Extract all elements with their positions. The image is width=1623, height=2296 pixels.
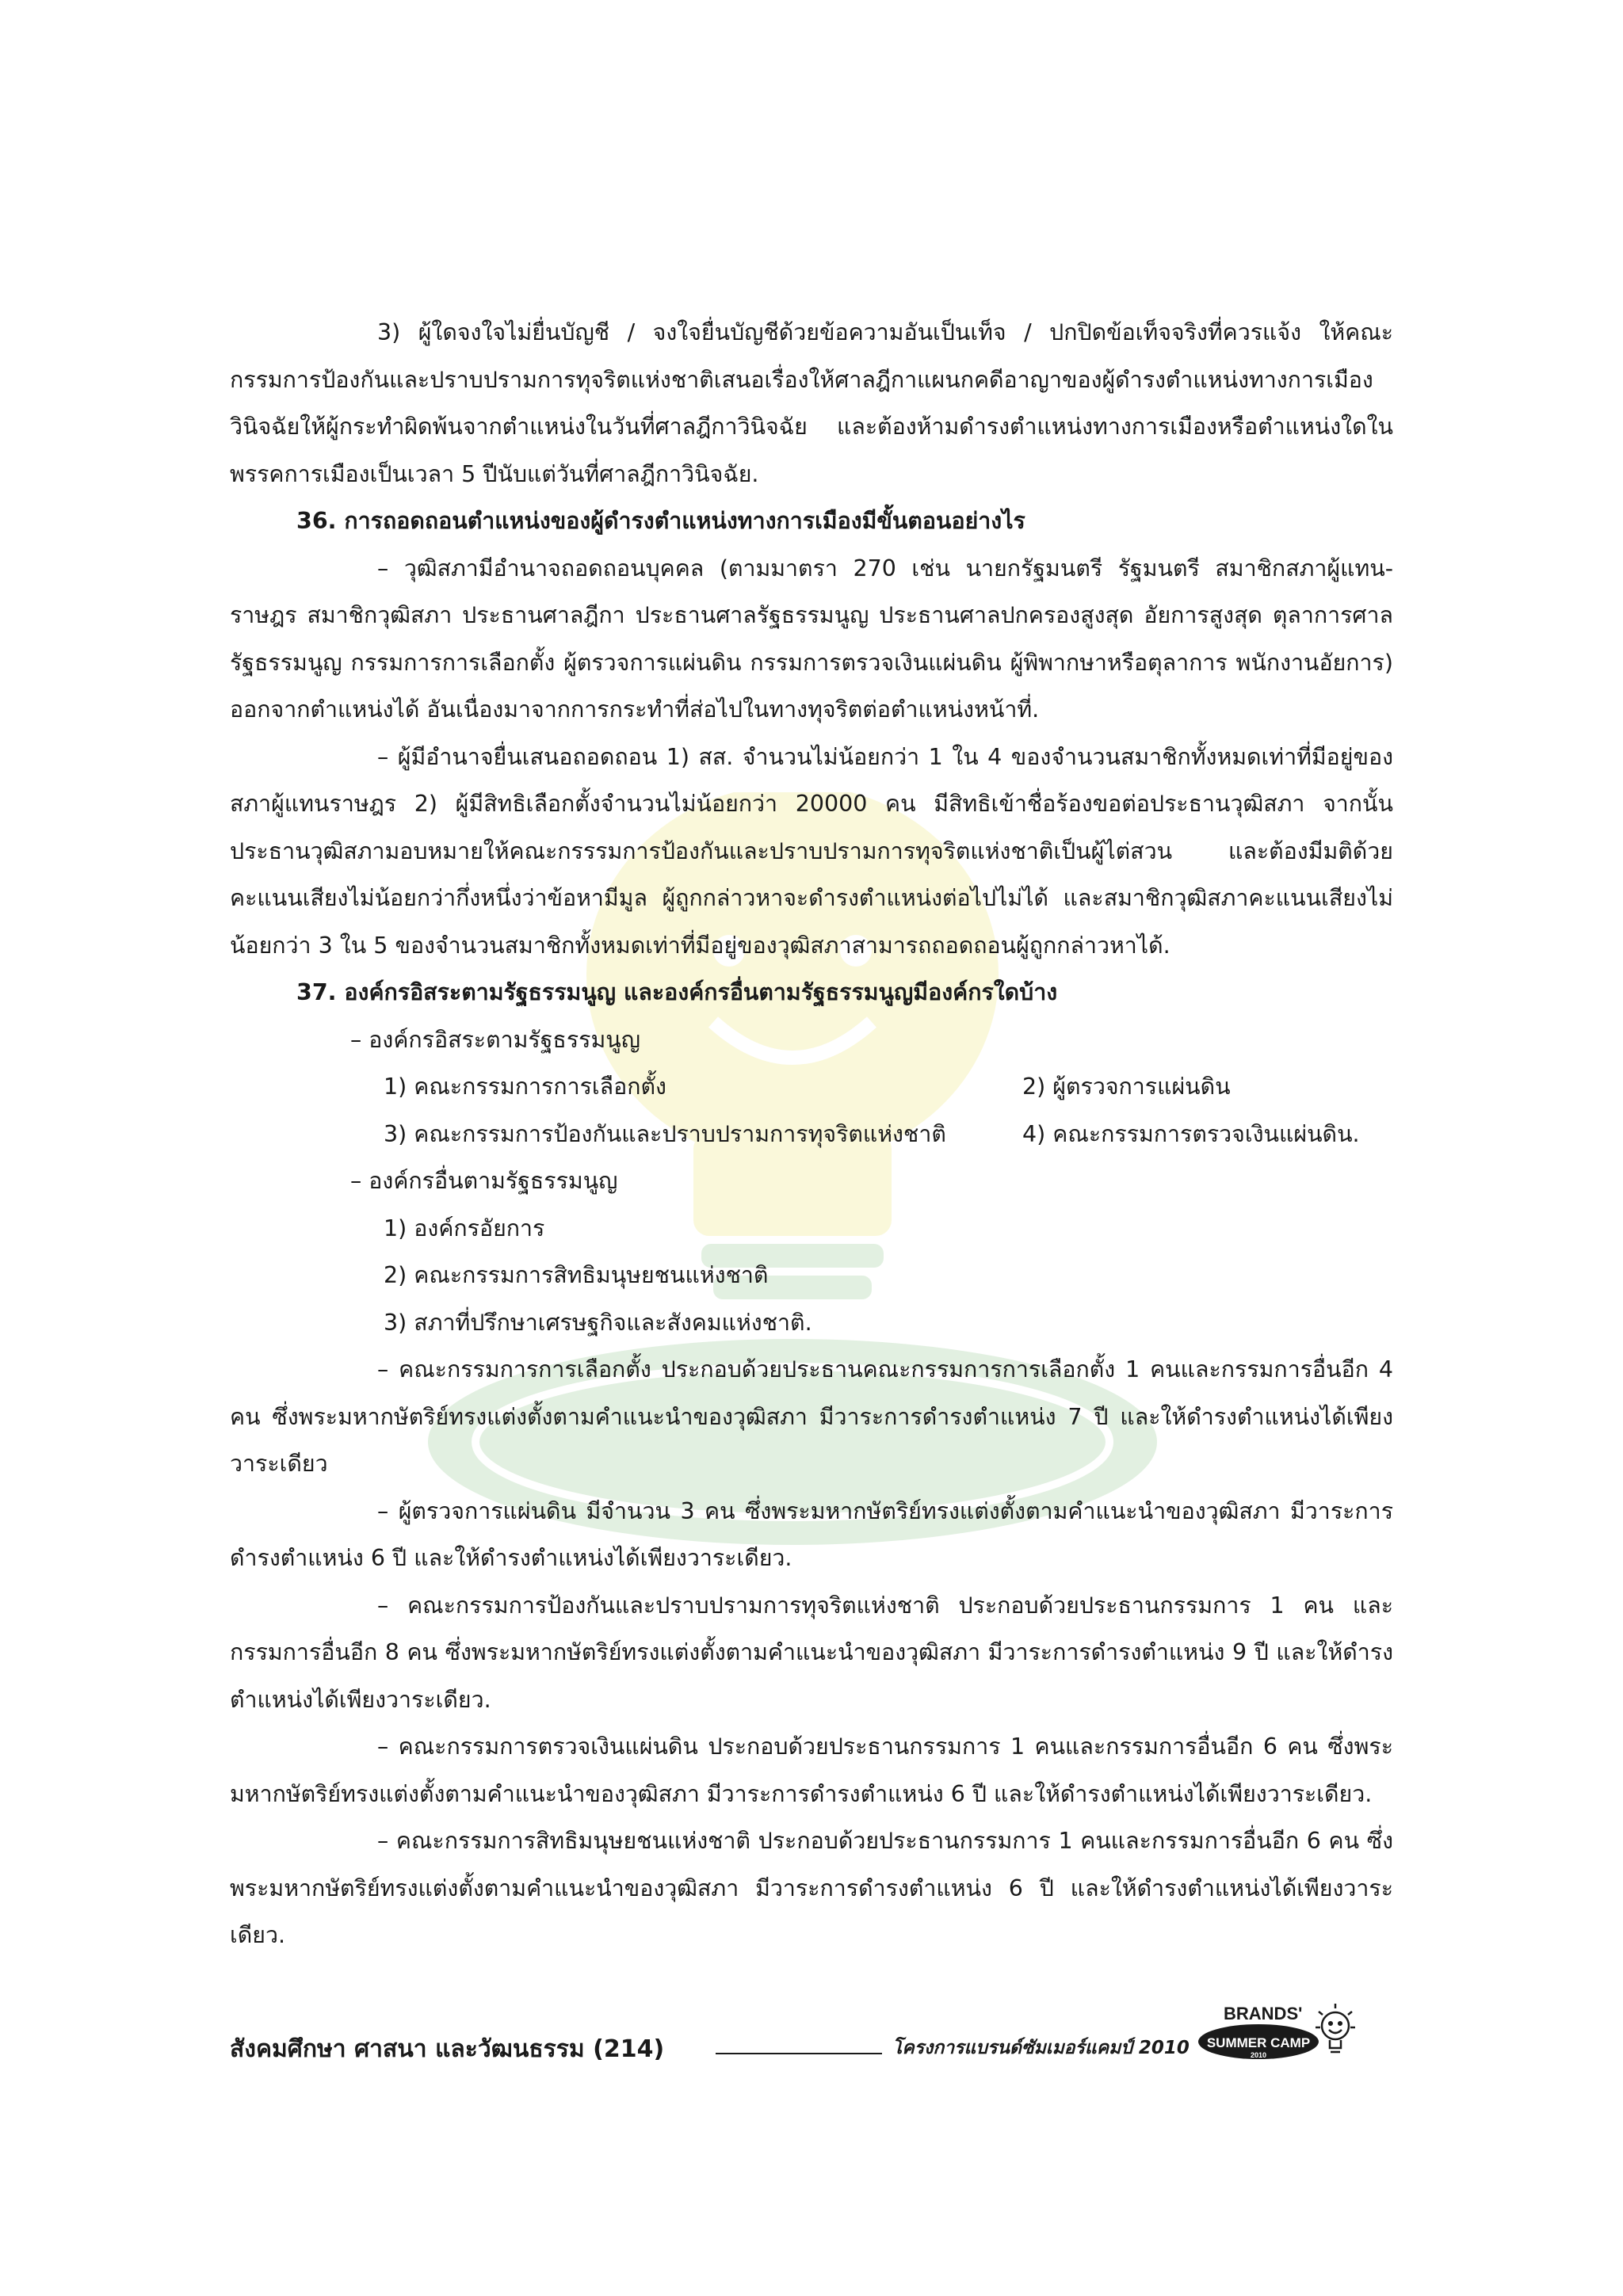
paragraph-ombudsman: – ผู้ตรวจการแผ่นดิน มีจำนวน 3 คน ซึ่งพระมหากษัตริย์ทรงแต่งตั้งตามคำแนะนำของวุฒิสภา มีวาระการดำรงตำแหน่ง 6 ปี และให้ดำรงตำแหน่งได้เพียงวาระเดียว. <box>230 1497 1393 1571</box>
list-item-economic-social-council: 3) สภาที่ปรึกษาเศรษฐกิจและสังคมแห่งชาติ. <box>384 1309 812 1336</box>
paragraph-election-commission: – คณะกรรมการการเลือกตั้ง ประกอบด้วยประธานคณะกรรมการการเลือกตั้ง 1 คนและกรรมการอื่นอีก 4 คน ซึ่งพระมหากษัตริย์ทรงแต่งตั้งตามคำแนะนำของวุฒิสภา มีวาระการดำรงตำแหน่ง 7 ปี และให้ดำรงตำแหน่งได้เพียงวาระเดียว <box>230 1356 1393 1477</box>
list-heading-independent-organizations: – องค์กรอิสระตามรัฐธรรมนูญ <box>350 1026 640 1053</box>
heading-question-36: 36. การถอดถอนตำแหน่งของผู้ดำรงตำแหน่งทางการเมืองมีขั้นตอนอย่างไร <box>296 508 1025 534</box>
paragraph-human-rights-commission: – คณะกรรมการสิทธิมนุษยชนแห่งชาติ ประกอบด้วยประธานกรรมการ 1 คนและกรรมการอื่นอีก 6 คน ซึ่งพระมหากษัตริย์ทรงแต่งตั้งตามคำแนะนำของวุฒิสภา มีวาระการดำรงตำแหน่ง 6 ปี และให้ดำรงตำแหน่งได้เพียงวาระเดียว. <box>230 1828 1393 1948</box>
paragraph-anti-corruption-commission: – คณะกรรมการป้องกันและปราบปรามการทุจริตแห่งชาติ ประกอบด้วยประธานกรรมการ 1 คน และกรรมการอื่นอีก 8 คน ซึ่งพระมหากษัตริย์ทรงแต่งตั้งตามคำแนะนำของวุฒิสภา มีวาระการดำรงตำแหน่ง 9 ปี และให้ดำรงตำแหน่งได้เพียงวาระเดียว. <box>230 1592 1393 1713</box>
page-footer <box>230 2004 1393 2078</box>
logo-year-text: 2010 <box>1250 2051 1267 2059</box>
list-item-human-rights-commission: 2) คณะกรรมการสิทธิมนุษยชนแห่งชาติ <box>384 1262 769 1288</box>
paragraph-asset-declaration-penalty: 3) ผู้ใดจงใจไม่ยื่นบัญชี / จงใจยื่นบัญชีด้วยข้อความอันเป็นเท็จ / ปกปิดข้อเท็จจริงที่ควรแจ้ง ให้คณะกรรมการป้องกันและปราบปรามการทุจริตแห่งชาติเสนอเรื่องให้ศาลฎีกาแผนกคดีอาญาของผู้ดำรงตำแหน่งทางการเมืองวินิจฉัยให้ผู้กระทำผิดพ้นจากตำแหน่งในวันที่ศาลฎีกาวินิจฉัย และต้องห้ามดำรงตำแหน่งทางการเมืองหรือตำแหน่งใดในพรรคการเมืองเป็นเวลา 5 ปีนับแต่วันที่ศาลฎีกาวินิจฉัย. <box>230 319 1393 487</box>
list-item-audit-commission: 4) คณะกรรมการตรวจเงินแผ่นดิน. <box>1022 1120 1360 1147</box>
footer-subject: สังคมศึกษา ศาสนา และวัฒนธรรม (214) <box>230 2035 665 2063</box>
list-heading-other-organizations: – องค์กรอื่นตามรัฐธรรมนูญ <box>350 1168 618 1194</box>
heading-question-37: 37. องค์กรอิสระตามรัฐธรรมนูญ และองค์กรอื่นตามรัฐธรรมนูญมีองค์กรใดบ้าง <box>296 979 1058 1005</box>
lightbulb-smile-icon <box>1316 2004 1355 2052</box>
list-item-election-commission: 1) คณะกรรมการการเลือกตั้ง <box>384 1074 666 1100</box>
paragraph-audit-commission: – คณะกรรมการตรวจเงินแผ่นดิน ประกอบด้วยประธานกรรมการ 1 คนและกรรมการอื่นอีก 6 คน ซึ่งพระมหากษัตริย์ทรงแต่งตั้งตามคำแนะนำของวุฒิสภา มีวาระการดำรงตำแหน่ง 6 ปี และให้ดำรงตำแหน่งได้เพียงวาระเดียว. <box>230 1733 1393 1807</box>
list-row-1 <box>230 1063 1393 1111</box>
document-body <box>230 309 1393 1959</box>
footer-rule <box>716 2053 882 2054</box>
list-item-attorney-organization: 1) องค์กรอัยการ <box>384 1215 545 1241</box>
list-item-anti-corruption-commission: 3) คณะกรรมการป้องกันและปราบปรามการทุจริตแห่งชาติ <box>384 1120 946 1147</box>
brands-summer-camp-logo <box>1197 1993 1355 2080</box>
footer-project: โครงการแบรนด์ซัมเมอร์แคมป์ 2010 <box>892 2038 1190 2058</box>
logo-brand-text: BRANDS' <box>1224 2004 1303 2023</box>
list-item-ombudsman: 2) ผู้ตรวจการแผ่นดิน <box>1022 1074 1231 1100</box>
paragraph-removal-petition: – ผู้มีอำนาจยื่นเสนอถอดถอน 1) สส. จำนวนไม่น้อยกว่า 1 ใน 4 ของจำนวนสมาชิกทั้งหมดเท่าที่มีอยู่ของสภาผู้แทนราษฎร 2) ผู้มีสิทธิเลือกตั้งจำนวนไม่น้อยกว่า 20000 คน มีสิทธิเข้าชื่อร้องขอต่อประธานวุฒิสภา จากนั้นประธานวุฒิสภามอบหมายให้คณะกรรรมการป้องกันและปราบปรามการทุจริตแห่งชาติเป็นผู้ไต่สวน และต้องมีมติด้วยคะแนนเสียงไม่น้อยกว่ากึ่งหนึ่งว่าข้อหามีมูล ผู้ถูกกล่าวหาจะดำรงตำแหน่งต่อไปไม่ได้ และสมาชิกวุฒิสภาคะแนนเสียงไม่น้อยกว่า 3 ใน 5 ของจำนวนสมาชิกทั้งหมดเท่าที่มีอยู่ของวุฒิสภาสามารถถอดถอนผู้ถูกกล่าวหาได้. <box>230 743 1393 959</box>
list-row-2 <box>230 1111 1393 1158</box>
paragraph-senate-removal-power: – วุฒิสภามีอำนาจถอดถอนบุคคล (ตามมาตรา 270 เช่น นายกรัฐมนตรี รัฐมนตรี สมาชิกสภาผู้แทน-ราษฎร สมาชิกวุฒิสภา ประธานศาลฎีกา ประธานศาลรัฐธรรมนูญ ประธานศาลปกครองสูงสุด อัยการสูงสุด ตุลาการศาลรัฐธรรมนูญ กรรมการการเลือกตั้ง ผู้ตรวจการแผ่นดิน กรรมการตรวจเงินแผ่นดิน ผู้พิพากษาหรือตุลาการ พนักงานอัยการ) ออกจากตำแหน่งได้ อันเนื่องมาจากการกระทำที่ส่อไปในทางทุจริตต่อตำแหน่งหน้าที่. <box>230 555 1393 723</box>
logo-camp-text: SUMMER CAMP <box>1206 2035 1311 2050</box>
